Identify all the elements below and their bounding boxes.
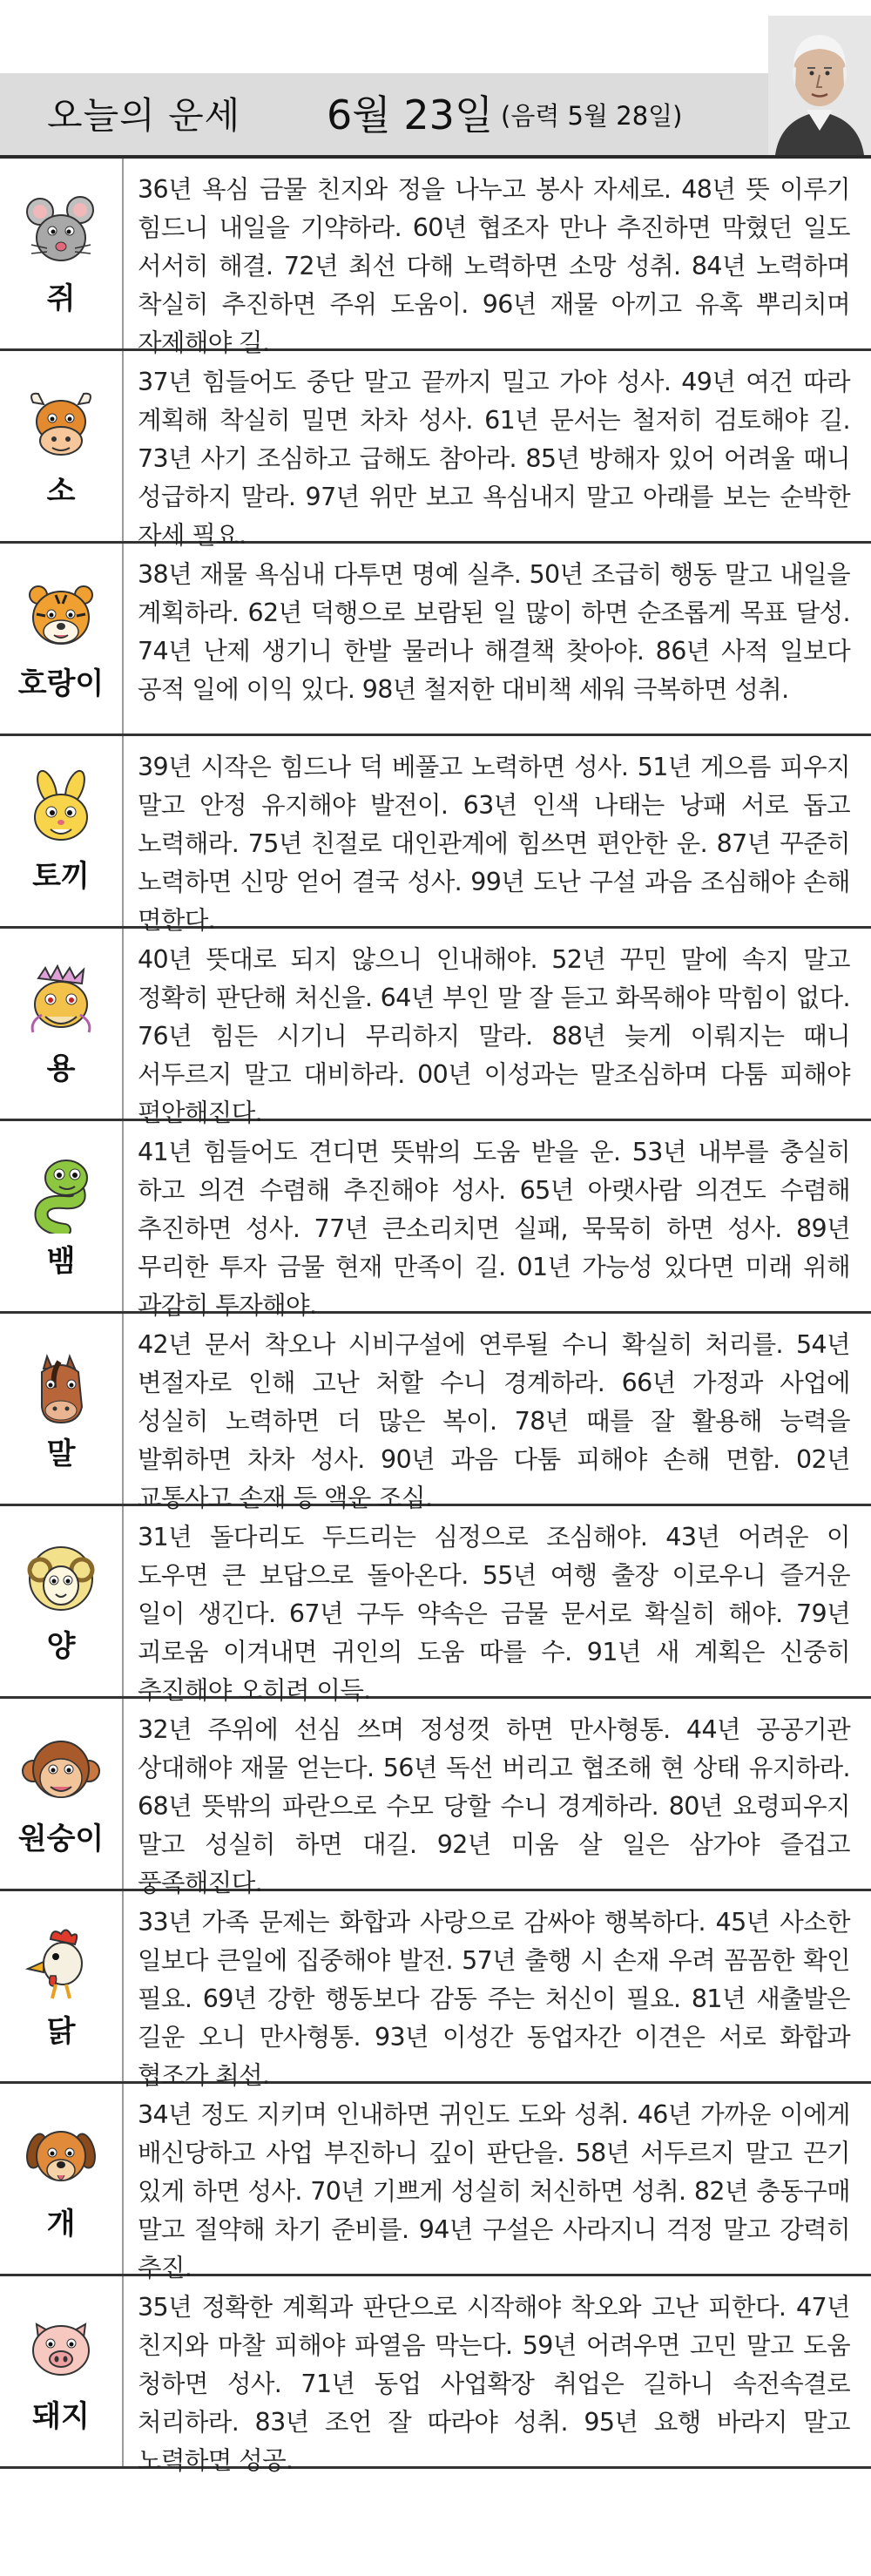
animal-cell (0, 736, 124, 926)
rabbit-icon (21, 768, 101, 849)
list-item (0, 1699, 871, 1897)
animal-name: 원숭이 (17, 1821, 105, 1856)
lunar-date: (음력 5월 28일) (501, 101, 683, 131)
dog-icon (21, 2116, 101, 2196)
fortune-text: 40년 뜻대로 되지 않으니 인내해야. 52년 꾸민 말에 속지 말고 정확히 판단해 처신을. 64년 부인 말 잘 듣고 화목해야 막힘이 없다. 76년 힘든 시기니 무리하지 말라. 88년 늦게 이뤄지는 때니 서두르지 말고 대비하라. 00년 이성과는 말조심하며 다툼 피해야 편안해진다. (138, 945, 850, 1127)
list-item (0, 1314, 871, 1512)
animal-cell (0, 1121, 124, 1311)
zodiac-list (0, 159, 871, 2475)
list-item (0, 736, 871, 935)
fortune-text: 32년 주위에 선심 쓰며 정성껏 하면 만사형통. 44년 공공기관 상대해야 재물 얻는다. 56년 독선 버리고 협조해 현 상태 유지하라. 68년 뜻밖의 파란으로 수모 당할 수니 경계하라. 80년 요령피우지 말고 성실히 하면 대길. 92년 미움 살 일은 삼가야 즐겁고 풍족해진다. (138, 1715, 850, 1897)
animal-cell (0, 1314, 124, 1504)
fortune-text: 35년 정확한 계획과 판단으로 시작해야 착오와 고난 피한다. 47년 친지와 마찰 피해야 파열음 막는다. 59년 어려우면 고민 말고 도움 청하면 성사. 71년 동업 사업확장 취업은 길하니 속전속결로 처리하라. 83년 조언 잘 따라야 성취. 95년 요행 바라지 말고 노력하면 성공. (138, 2293, 850, 2475)
date: 6월 23일 (327, 91, 494, 139)
animal-cell (0, 544, 124, 734)
animal-cell (0, 2084, 124, 2274)
list-item (0, 1121, 871, 1320)
animal-name: 토끼 (32, 858, 90, 894)
list-item (0, 351, 871, 550)
pig-icon (21, 2309, 101, 2389)
animal-name: 양 (46, 1628, 76, 1664)
page-title: 오늘의 운세 (47, 94, 241, 137)
animal-cell (0, 1506, 124, 1696)
ox-icon (21, 383, 101, 463)
fortune-text: 37년 힘들어도 중단 말고 끝까지 밀고 가야 성사. 49년 여건 따라 계획해 착실히 밀면 차차 성사. 61년 문서는 철저히 검토해야 길. 73년 사기 조심하고 급해도 참아라. 85년 방해자 있어 어려울 때니 성급하지 말라. 97년 위만 보고 욕심내지 말고 아래를 보는 순박한 자세 필요. (138, 368, 850, 550)
animal-name: 용 (46, 1051, 76, 1086)
fortune-text: 39년 시작은 힘드나 덕 베풀고 노력하면 성사. 51년 게으름 피우지 말고 안정 유지해야 발전이. 63년 인색 나태는 낭패 서로 돕고 노력해라. 75년 친절로 대인관계에 힘쓰면 편안한 운. 87년 꾸준히 노력하면 신망 얻어 결국 성사. 99년 도난 구설 과음 조심해야 손해 면한다. (138, 753, 850, 935)
animal-cell (0, 1891, 124, 2081)
animal-name: 뱀 (46, 1243, 76, 1279)
animal-name: 쥐 (46, 281, 76, 316)
animal-name: 말 (46, 1436, 76, 1471)
horse-icon (21, 1346, 101, 1426)
list-item (0, 159, 871, 357)
animal-name: 개 (46, 2206, 76, 2241)
list-item (0, 1506, 871, 1705)
monkey-icon (21, 1731, 101, 1811)
list-item (0, 2084, 871, 2282)
snake-icon (21, 1153, 101, 1234)
columnist-portrait (768, 16, 871, 155)
animal-name: 소 (46, 473, 76, 509)
tiger-icon (21, 576, 101, 656)
rooster-icon (21, 1924, 101, 2004)
list-item (0, 2276, 871, 2475)
fortune-text: 41년 힘들어도 견디면 뜻밖의 도움 받을 운. 53년 내부를 충실히 하고 의견 수렴해 추진해야 성사. 65년 아랫사람 의견도 수렴해 추진하면 성사. 77년 큰소리치면 실패, 묵묵히 하면 성사. 89년 무리한 투자 금물 현재 만족이 길. 01년 가능성 있다면 미래 위해 과감히 투자해야. (138, 1138, 850, 1320)
fortune-text: 36년 욕심 금물 친지와 정을 나누고 봉사 자세로. 48년 뜻 이루기 힘드니 내일을 기약하라. 60년 협조자 만나 추진하면 막혔던 일도 서서히 해결. 72년 최선 다해 노력하면 소망 성취. 84년 노력하며 착실히 추진하면 주위 도움이. 96년 재물 아끼고 유혹 뿌리치며 자제해야 길. (138, 175, 850, 357)
rat-icon (21, 191, 101, 271)
header (0, 0, 871, 159)
dragon-icon (21, 961, 101, 1041)
animal-cell (0, 351, 124, 541)
fortune-text: 33년 가족 문제는 화합과 사랑으로 감싸야 행복하다. 45년 사소한 일보다 큰일에 집중해야 발전. 57년 출행 시 손재 우려 꼼꼼한 확인 필요. 69년 강한 행동보다 감동 주는 처신이 필요. 81년 새출발은 길운 오니 만사형통. 93년 이성간 동업자간 이견은 서로 화합과 협조가 최선. (138, 1908, 850, 2090)
animal-name: 돼지 (32, 2398, 90, 2434)
fortune-text: 31년 돌다리도 두드리는 심정으로 조심해야. 43년 어려운 이 도우면 큰 보답으로 돌아온다. 55년 여행 출장 이로우니 즐거운 일이 생긴다. 67년 구두 약속은 금물 문서로 확실히 해야. 79년 괴로움 이겨내면 귀인의 도움 따를 수. 91년 새 계획은 신중히 추진해야 오히려 이득. (138, 1523, 850, 1705)
list-item (0, 929, 871, 1127)
animal-cell (0, 2276, 124, 2466)
list-item (0, 544, 871, 736)
list-item (0, 1891, 871, 2090)
fortune-text: 34년 정도 지키며 인내하면 귀인도 도와 성취. 46년 가까운 이에게 배신당하고 사업 부진하니 깊이 판단을. 58년 서두르지 말고 끈기 있게 하면 성사. 70년 기쁘게 성실히 처신하면 성취. 82년 충동구매 말고 절약해 차기 준비를. 94년 구설은 사라지니 걱정 말고 강력히 추진. (138, 2100, 850, 2282)
animal-name: 닭 (46, 2013, 76, 2049)
animal-cell (0, 1699, 124, 1889)
fortune-text: 38년 재물 욕심내 다투면 명예 실추. 50년 조급히 행동 말고 내일을 계획하라. 62년 덕행으로 보람된 일 많이 하면 순조롭게 목표 달성. 74년 난제 생기니 한발 물러나 해결책 찾아야. 86년 사적 일보다 공적 일에 이익 있다. 98년 철저한 대비책 세워 극복하면 성취. (138, 560, 850, 704)
animal-cell (0, 159, 124, 348)
animal-cell (0, 929, 124, 1119)
fortune-text: 42년 문서 착오나 시비구설에 연루될 수니 확실히 처리를. 54년 변절자로 인해 고난 처할 수니 경계하라. 66년 가정과 사업에 성실히 노력하면 더 많은 복이. 78년 때를 잘 활용해 능력을 발휘하면 차차 성사. 90년 과음 다툼 피해야 손해 면함. 02년 교통사고 손재 등 액운 조심. (138, 1330, 850, 1512)
animal-name: 호랑이 (17, 666, 105, 701)
sheep-icon (21, 1538, 101, 1619)
